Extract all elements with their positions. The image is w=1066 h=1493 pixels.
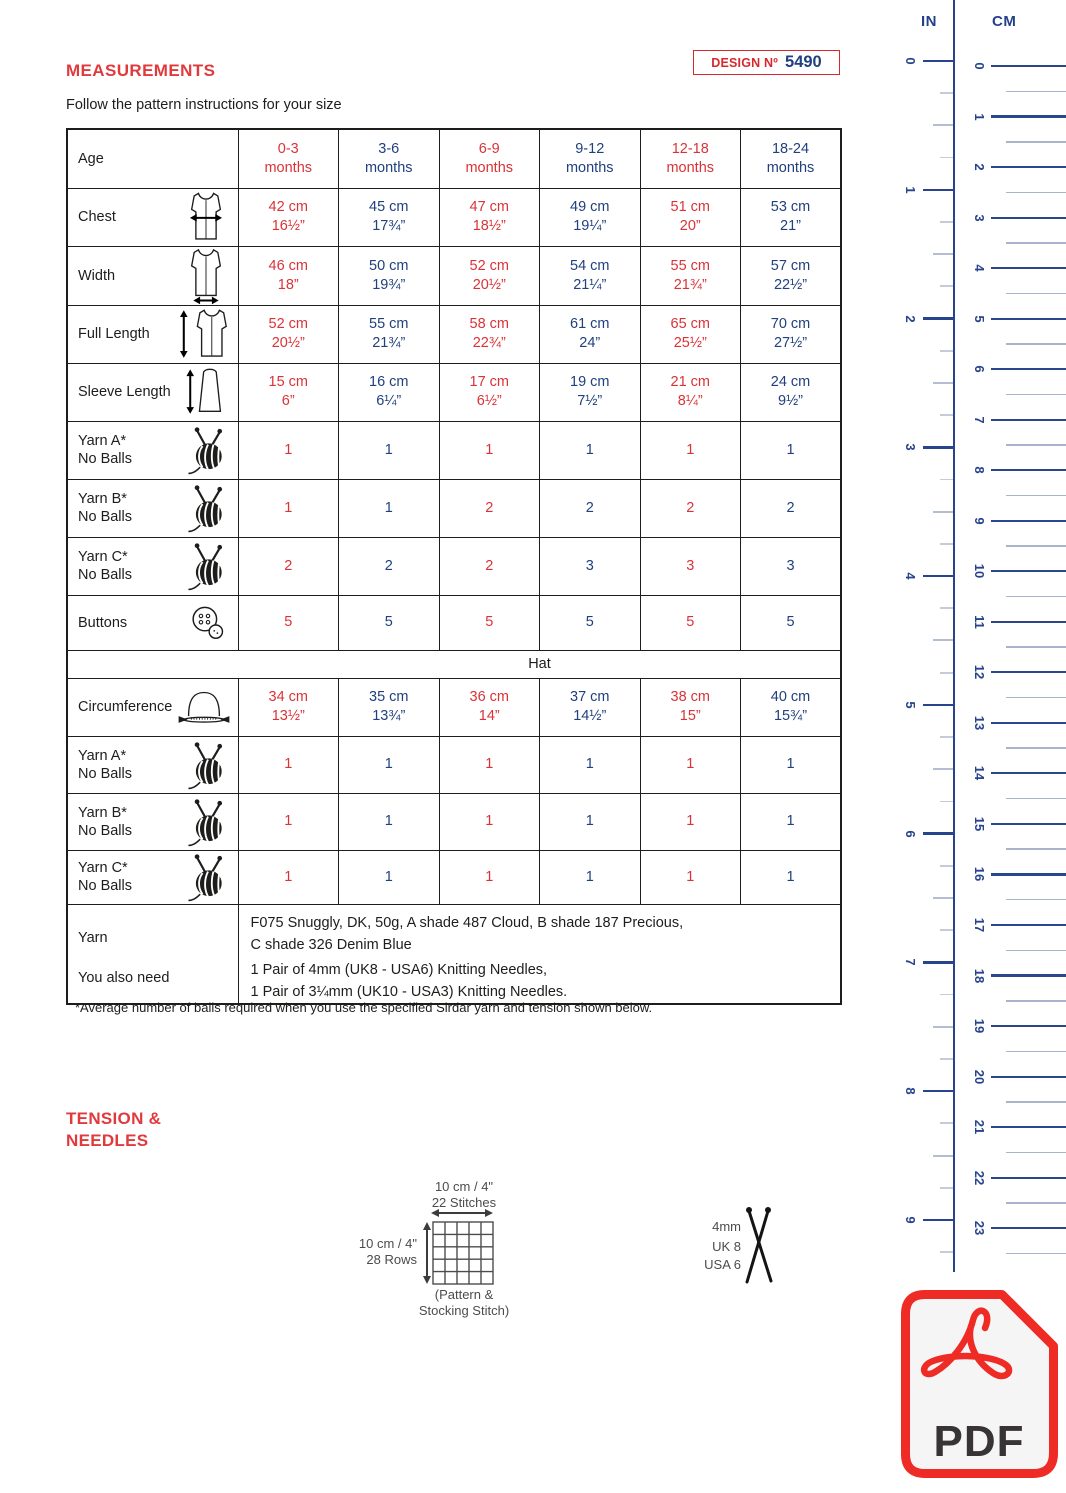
value-cell: 1 (339, 736, 440, 793)
ruler-cm-number: 15 (972, 816, 987, 832)
age-header-cell (67, 129, 238, 188)
ruler-cm-number: 3 (972, 213, 987, 222)
design-number-badge (693, 50, 840, 75)
value-cell: 45 cm 17¾” (339, 188, 440, 246)
row-label-cell (67, 305, 238, 363)
ruler-quarter-inch-tick (940, 221, 953, 223)
tension-title-line2: NEEDLES (66, 1131, 149, 1150)
measurements-subtitle: Follow the pattern instructions for your size (66, 97, 342, 113)
table-row (67, 595, 841, 650)
needle-usa-label: USA 6 (704, 1257, 741, 1272)
value-cell: 1 (640, 793, 741, 850)
ruler-half-cm-tick (1006, 91, 1066, 93)
value-cell: 1 (238, 793, 339, 850)
ruler-cm-number: 14 (972, 766, 987, 781)
row-label: Circumference (78, 699, 173, 715)
tension-needles-title (66, 1108, 161, 1152)
ruler-half-cm-tick (1006, 798, 1066, 800)
value-cell: 5 (439, 595, 540, 650)
ruler-quarter-inch-tick (940, 607, 953, 609)
value-cell: 3 (741, 537, 842, 595)
table-row (67, 421, 841, 479)
ruler-half-cm-tick (1006, 394, 1066, 396)
value-cell: 40 cm 15¾” (741, 678, 842, 736)
ruler-cm-tick (991, 217, 1066, 219)
ruler-axis-line (953, 0, 955, 1272)
ruler-quarter-inch-tick (940, 929, 953, 931)
value-cell: 1 (238, 850, 339, 904)
row-label-cell (67, 363, 238, 421)
pdf-label: PDF (933, 1417, 1025, 1466)
ruler-half-cm-tick (1006, 545, 1066, 547)
ruler-half-cm-tick (1006, 596, 1066, 598)
table-row (67, 793, 841, 850)
ruler-cm-tick (991, 570, 1066, 572)
ruler-cm-number: 18 (972, 968, 987, 983)
ruler-inch-number: 8 (903, 1087, 918, 1095)
yarn-ball-icon (183, 851, 233, 903)
ruler-inch-number: 9 (903, 1216, 918, 1224)
value-cell: 2 (540, 479, 641, 537)
ruler-inch-number: 2 (903, 314, 918, 323)
ruler-half-cm-tick (1006, 646, 1066, 648)
hat-banner-label: Hat (528, 656, 551, 672)
ruler-half-inch-tick (933, 639, 953, 641)
tension-stitch-type-line1: (Pattern & (434, 1287, 494, 1302)
ruler-cm-number: 5 (972, 315, 987, 323)
ruler-half-cm-tick (1006, 697, 1066, 699)
value-cell: 65 cm 25½” (640, 305, 741, 363)
ruler-cm-number: 8 (972, 466, 987, 474)
value-cell: 17 cm 6½” (439, 363, 540, 421)
row-label-cell (67, 188, 238, 246)
ruler-cm-number: 7 (972, 416, 987, 424)
ruler-cm-tick (991, 924, 1066, 926)
ruler-cm-tick (991, 1076, 1066, 1078)
row-label-cell (67, 736, 238, 793)
ruler-cm-tick (991, 1227, 1066, 1229)
ruler-quarter-inch-tick (940, 479, 953, 481)
ruler-cm-number: 12 (972, 665, 987, 680)
age-column-header: 6-9 months (439, 129, 540, 188)
value-cell: 1 (741, 736, 842, 793)
table-row (67, 363, 841, 421)
yarn-footer-line: 1 Pair of 3¼mm (UK10 - USA3) Knitting Needles. (250, 983, 568, 1000)
ruler-half-inch-tick (933, 511, 953, 513)
value-cell: 1 (439, 793, 540, 850)
cardigan-width-icon (179, 247, 233, 305)
ruler-cm-tick (991, 469, 1066, 471)
ruler-cm-number: 13 (972, 715, 987, 731)
value-cell: 21 cm 8¼” (640, 363, 741, 421)
value-cell: 1 (540, 736, 641, 793)
ruler-cm-tick (991, 166, 1066, 168)
ruler-cm-tick (991, 772, 1066, 774)
value-cell: 1 (640, 850, 741, 904)
value-cell: 5 (540, 595, 641, 650)
ruler-half-cm-tick (1006, 293, 1066, 295)
age-label: Age (78, 150, 104, 167)
ruler-cm-number: 17 (972, 917, 987, 933)
value-cell: 3 (640, 537, 741, 595)
row-label-cell (67, 246, 238, 305)
ruler-cm-number: 2 (972, 163, 987, 171)
ruler-cm-tick (991, 722, 1066, 724)
ruler-cm-number: 22 (972, 1170, 987, 1185)
value-cell: 2 (238, 537, 339, 595)
value-cell: 1 (238, 421, 339, 479)
knitting-needles-icon (740, 1202, 786, 1290)
you-also-need-label: You also need (78, 969, 170, 986)
ruler-quarter-inch-tick (940, 350, 953, 352)
ruler-cm-number: 19 (972, 1018, 987, 1034)
ruler-quarter-inch-tick (940, 994, 953, 996)
ruler-cm-tick (991, 1177, 1066, 1179)
value-cell: 42 cm 16½” (238, 188, 339, 246)
ruler-half-cm-tick (1006, 141, 1066, 143)
ruler-half-cm-tick (1006, 495, 1066, 497)
ruler-half-cm-tick (1006, 1202, 1066, 1204)
ruler-inch-tick (923, 1090, 953, 1092)
tension-height-measure: 10 cm / 4" (358, 1236, 417, 1251)
ruler-cm-number: 1 (972, 112, 987, 121)
ruler-cm-number: 16 (972, 867, 987, 882)
value-cell: 15 cm 6” (238, 363, 339, 421)
table-header-row (67, 129, 841, 188)
yarn-footer-label-cell (67, 904, 238, 1004)
ruler-half-cm-tick (1006, 444, 1066, 446)
size-table (66, 128, 842, 1005)
value-cell: 5 (741, 595, 842, 650)
tension-square-icon (421, 1206, 501, 1290)
hat-circumference-icon (175, 687, 233, 727)
value-cell: 57 cm 22½” (741, 246, 842, 305)
ruler-quarter-inch-tick (940, 543, 953, 545)
table-row (67, 246, 841, 305)
value-cell: 1 (741, 793, 842, 850)
value-cell: 36 cm 14” (439, 678, 540, 736)
ruler-half-cm-tick (1006, 950, 1066, 952)
table-row (67, 305, 841, 363)
table-row (67, 850, 841, 904)
ruler-quarter-inch-tick (940, 672, 953, 674)
ruler-half-inch-tick (933, 253, 953, 255)
ruler-quarter-inch-tick (940, 736, 953, 738)
table-row (67, 479, 841, 537)
ruler-quarter-inch-tick (940, 92, 953, 94)
ruler-half-cm-tick (1006, 747, 1066, 749)
ruler-half-inch-tick (933, 897, 953, 899)
value-cell: 53 cm 21” (741, 188, 842, 246)
needle-size-label: 4mm (712, 1219, 741, 1234)
row-label: Yarn C* No Balls (78, 860, 132, 894)
ruler-cm-number: 9 (972, 517, 987, 525)
value-cell: 1 (238, 736, 339, 793)
value-cell: 5 (238, 595, 339, 650)
value-cell: 70 cm 27½” (741, 305, 842, 363)
ruler-half-cm-tick (1006, 899, 1066, 901)
value-cell: 1 (339, 793, 440, 850)
row-label: Yarn B* No Balls (78, 804, 132, 839)
value-cell: 24 cm 9½” (741, 363, 842, 421)
ruler-quarter-inch-tick (940, 157, 953, 159)
yarn-footer-row (67, 904, 841, 1004)
row-label-cell (67, 479, 238, 537)
ruler-cm-number: 23 (972, 1220, 987, 1236)
value-cell: 1 (439, 736, 540, 793)
ruler-cm-tick (991, 873, 1066, 875)
ruler-inch-number: 6 (903, 829, 918, 838)
value-cell: 1 (540, 793, 641, 850)
ruler-quarter-inch-tick (940, 414, 953, 416)
ruler-cm-tick (991, 520, 1066, 522)
ruler-inch-number: 0 (903, 57, 918, 65)
yarn-ball-icon (183, 540, 233, 592)
ruler-half-cm-tick (1006, 192, 1066, 194)
value-cell: 1 (439, 421, 540, 479)
value-cell: 52 cm 20½” (439, 246, 540, 305)
ruler-cm-tick (991, 115, 1066, 117)
row-label: Width (78, 267, 116, 284)
ruler-cm-tick (991, 318, 1066, 320)
value-cell: 1 (339, 850, 440, 904)
ruler-half-inch-tick (933, 382, 953, 384)
pdf-file-icon[interactable] (901, 1290, 1058, 1478)
ruler-inch-tick (923, 704, 953, 706)
ruler-half-cm-tick (1006, 242, 1066, 244)
hat-banner-cell (67, 650, 841, 678)
ruler-inch-tick (923, 446, 953, 448)
value-cell: 55 cm 21¾” (640, 246, 741, 305)
yarn-ball-icon (183, 482, 233, 534)
ruler-cm-tick (991, 974, 1066, 976)
needle-uk-label: UK 8 (712, 1239, 741, 1254)
ruler-cm-tick (991, 65, 1066, 67)
age-column-header: 0-3 months (238, 129, 339, 188)
table-row (67, 736, 841, 793)
ruler-cm-number: 21 (972, 1119, 987, 1135)
value-cell: 1 (540, 421, 641, 479)
value-cell: 2 (640, 479, 741, 537)
value-cell: 52 cm 20½” (238, 305, 339, 363)
ruler-cm-number: 0 (972, 62, 987, 70)
ruler-cm-tick (991, 1126, 1066, 1128)
ruler-cm-tick (991, 267, 1066, 269)
ruler-cm-tick (991, 368, 1066, 370)
row-label-cell (67, 850, 238, 904)
value-cell: 49 cm 19¼” (540, 188, 641, 246)
cardigan-chest-icon (179, 189, 233, 245)
ruler-quarter-inch-tick (940, 1122, 953, 1124)
ruler-quarter-inch-tick (940, 801, 953, 803)
value-cell: 5 (640, 595, 741, 650)
row-label-cell (67, 421, 238, 479)
ruler-half-cm-tick (1006, 1051, 1066, 1053)
row-label-cell (67, 678, 238, 736)
value-cell: 1 (741, 421, 842, 479)
ruler-cm-header: CM (992, 13, 1017, 30)
ruler-cm-tick (991, 671, 1066, 673)
cardigan-length-icon (177, 306, 233, 362)
value-cell: 2 (339, 537, 440, 595)
ruler-half-inch-tick (933, 768, 953, 770)
yarn-footer-line: 1 Pair of 4mm (UK8 - USA6) Knitting Needles, (250, 961, 548, 978)
buttons-icon (183, 598, 233, 648)
ruler-half-inch-tick (933, 124, 953, 126)
tension-stitch-type-line2: Stocking Stitch) (418, 1303, 510, 1318)
row-label: Chest (78, 209, 116, 225)
value-cell: 35 cm 13¾” (339, 678, 440, 736)
row-label-cell (67, 793, 238, 850)
value-cell: 34 cm 13½” (238, 678, 339, 736)
value-cell: 37 cm 14½” (540, 678, 641, 736)
ruler-half-cm-tick (1006, 1152, 1066, 1154)
tension-width-measure: 10 cm / 4" (434, 1179, 494, 1194)
ruler-half-inch-tick (933, 1026, 953, 1028)
ruler-inch-tick (923, 317, 953, 319)
value-cell: 61 cm 24” (540, 305, 641, 363)
row-label: Yarn A* No Balls (78, 433, 132, 467)
ruler-half-cm-tick (1006, 1000, 1066, 1002)
ruler-inch-tick (923, 575, 953, 577)
value-cell: 1 (439, 850, 540, 904)
yarn-ball-icon (183, 796, 233, 848)
table-row (67, 188, 841, 246)
ruler-quarter-inch-tick (940, 1251, 953, 1253)
measurements-title: MEASUREMENTS (66, 61, 216, 80)
ruler-inch-tick (923, 1219, 953, 1221)
row-label-cell (67, 595, 238, 650)
yarn-footer-text-cell (238, 904, 841, 1004)
tension-rows-label: 28 Rows (366, 1252, 417, 1267)
ruler-inch-tick (923, 832, 953, 834)
value-cell: 1 (640, 736, 741, 793)
value-cell: 1 (540, 850, 641, 904)
ruler-cm-number: 10 (972, 564, 987, 579)
row-label: Sleeve Length (78, 384, 171, 400)
age-column-header: 12-18 months (640, 129, 741, 188)
value-cell: 2 (741, 479, 842, 537)
age-column-header: 9-12 months (540, 129, 641, 188)
ruler-quarter-inch-tick (940, 865, 953, 867)
ruler-half-cm-tick (1006, 848, 1066, 850)
value-cell: 1 (741, 850, 842, 904)
value-cell: 50 cm 19¾” (339, 246, 440, 305)
balls-footnote: *Average number of balls required when you use the specified Sirdar yarn and tension shown below. (75, 1000, 653, 1015)
ruler-inch-number: 7 (903, 958, 918, 966)
ruler-inch-tick (923, 189, 953, 191)
age-column-header: 3-6 months (339, 129, 440, 188)
value-cell: 51 cm 20” (640, 188, 741, 246)
ruler-half-cm-tick (1006, 1253, 1066, 1255)
value-cell: 2 (439, 537, 540, 595)
value-cell: 58 cm 22¾” (439, 305, 540, 363)
row-label: Full Length (78, 326, 150, 342)
row-label: Buttons (78, 614, 128, 631)
value-cell: 46 cm 18” (238, 246, 339, 305)
tension-stitches-label: 22 Stitches (431, 1195, 497, 1210)
ruler-inch-number: 4 (903, 572, 918, 580)
sleeve-length-icon (181, 364, 233, 420)
ruler-inch-tick (923, 60, 953, 62)
ruler-cm-tick (991, 419, 1066, 421)
row-label: Yarn A* No Balls (78, 747, 132, 782)
age-column-header: 18-24 months (741, 129, 842, 188)
value-cell: 1 (238, 479, 339, 537)
value-cell: 5 (339, 595, 440, 650)
ruler-cm-number: 4 (972, 264, 987, 272)
value-cell: 16 cm 6¼” (339, 363, 440, 421)
value-cell: 54 cm 21¼” (540, 246, 641, 305)
ruler-inch-number: 3 (903, 443, 918, 451)
ruler-inch-number: 5 (903, 701, 918, 709)
ruler-half-cm-tick (1006, 343, 1066, 345)
design-number-label: DESIGN Nº (711, 55, 779, 70)
value-cell: 1 (339, 479, 440, 537)
ruler-cm-tick (991, 1025, 1066, 1027)
ruler-cm-number: 6 (972, 365, 987, 373)
row-label-cell (67, 537, 238, 595)
row-label: Yarn C* No Balls (78, 549, 132, 583)
value-cell: 19 cm 7½” (540, 363, 641, 421)
ruler-cm-tick (991, 823, 1066, 825)
design-number-value: 5490 (785, 53, 822, 71)
value-cell: 1 (640, 421, 741, 479)
ruler-cm-tick (991, 621, 1066, 623)
yarn-label: Yarn (78, 929, 108, 946)
value-cell: 1 (339, 421, 440, 479)
row-label: Yarn B* No Balls (78, 491, 132, 525)
value-cell: 47 cm 18½” (439, 188, 540, 246)
value-cell: 38 cm 15” (640, 678, 741, 736)
ruler-cm-number: 11 (972, 614, 987, 629)
ruler-cm-number: 20 (972, 1069, 987, 1084)
ruler-half-inch-tick (933, 1155, 953, 1157)
ruler-inches-header: IN (921, 13, 937, 30)
ruler-quarter-inch-tick (940, 1058, 953, 1060)
value-cell: 3 (540, 537, 641, 595)
value-cell: 2 (439, 479, 540, 537)
hat-banner-row (67, 650, 841, 678)
yarn-ball-icon (183, 739, 233, 791)
ruler-quarter-inch-tick (940, 285, 953, 287)
yarn-ball-icon (183, 424, 233, 476)
table-row (67, 678, 841, 736)
yarn-footer-line: F075 Snuggly, DK, 50g, A shade 487 Cloud, B shade 187 Precious, (250, 914, 684, 931)
ruler-inch-number: 1 (903, 186, 918, 194)
value-cell: 55 cm 21¾” (339, 305, 440, 363)
ruler-half-cm-tick (1006, 1101, 1066, 1103)
yarn-footer-line: C shade 326 Denim Blue (250, 936, 412, 953)
tension-title-line1: TENSION & (66, 1109, 162, 1128)
table-row (67, 537, 841, 595)
ruler-inch-tick (923, 961, 953, 963)
ruler-quarter-inch-tick (940, 1187, 953, 1189)
